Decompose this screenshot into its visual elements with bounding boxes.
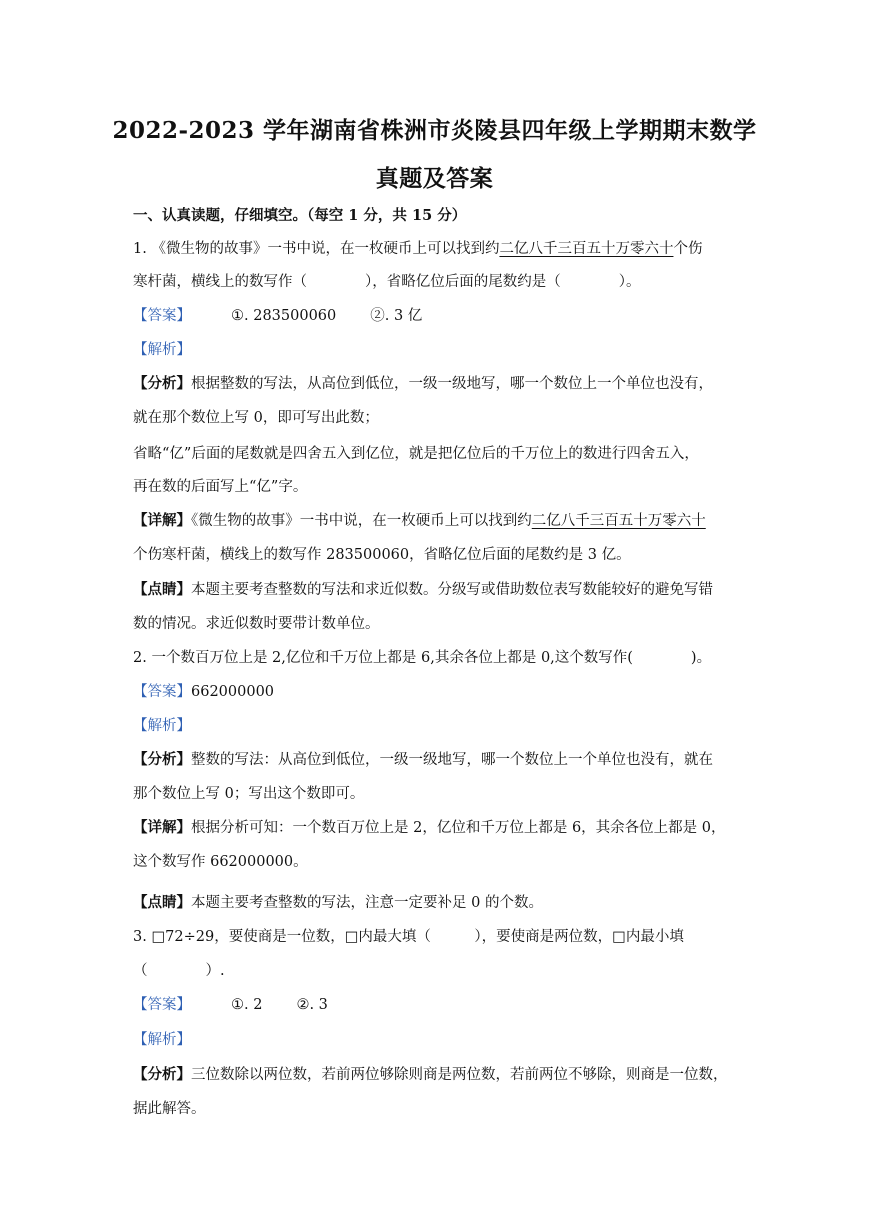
q2-analysis-label: 【解析】 (133, 718, 191, 734)
q2-xiangjie-line2: 这个数写作 662000000。 (133, 854, 308, 870)
q1-fenxi-line4: 再在数的后面写上“亿”字。 (133, 479, 308, 495)
q1-xiangjie-line1: 【详解】《微生物的故事》一书中说，在一枚硬币上可以找到约二亿八千三百五十万零六十 (133, 512, 706, 529)
q3-analysis-label: 【解析】 (133, 1032, 191, 1048)
section-heading: 一、认真读题，仔细填空。（每空 1 分，共 15 分） (133, 207, 467, 224)
q2-dianjing-line1: 【点睛】本题主要考查整数的写法，注意一定要补足 0 的个数。 (133, 894, 543, 911)
q1-answer: 【答案】 ①. 283500060 ②. 3 亿 (133, 308, 423, 324)
q3-fenxi-line2: 据此解答。 (133, 1101, 206, 1117)
q1-dianjing-line1: 【点睛】本题主要考查整数的写法和求近似数。分级写或借助数位表写数能较好的避免写错 (133, 581, 713, 598)
q2-fenxi-line2: 那个数位上写 0；写出这个数即可。 (133, 786, 365, 802)
q1-dianjing-line2: 数的情况。求近似数时要带计数单位。 (133, 616, 380, 632)
q3-stem-line2: （ ）. (133, 963, 225, 979)
q3-answer: 【答案】 ①. 2 ②. 3 (133, 997, 328, 1013)
q1-fenxi-line3: 省略“亿”后面的尾数就是四舍五入到亿位，就是把亿位后的千万位上的数进行四舍五入， (133, 446, 699, 462)
q2-stem-line1: 2. 一个数百万位上是 2,亿位和千万位上都是 6,其余各位上都是 0,这个数写作( )。 (133, 650, 712, 666)
q2-fenxi-line1: 【分析】整数的写法：从高位到低位，一级一级地写，哪一个数位上一个单位也没有，就在 (133, 751, 713, 768)
q1-stem-line2: 寒杆菌，横线上的数写作（ ），省略亿位后面的尾数约是（ ）。 (133, 274, 641, 290)
q2-xiangjie-line1: 【详解】根据分析可知：一个数百万位上是 2，亿位和千万位上都是 6，其余各位上都是 0， (133, 819, 726, 836)
answer-label: 【答案】 (133, 684, 191, 700)
document-title-line1: 2022-2023 学年湖南省株洲市炎陵县四年级上学期期末数学 (112, 117, 757, 144)
q3-fenxi-line1: 【分析】三位数除以两位数，若前两位够除则商是两位数，若前两位不够除，则商是一位数， (133, 1066, 728, 1083)
document-title-line2: 真题及答案 (375, 165, 494, 192)
q1-analysis-label: 【解析】 (133, 342, 191, 358)
q1-fenxi-line2: 就在那个数位上写 0，即可写出此数； (133, 410, 379, 426)
q1-fenxi-line1: 【分析】根据整数的写法，从高位到低位，一级一级地写，哪一个数位上一个单位也没有， (133, 375, 713, 392)
answer-label: 【答案】 (133, 308, 191, 324)
q3-stem-line1: 3. □72÷29，要使商是一位数，□内最大填（ ），要使商是两位数，□内最小填 (133, 929, 684, 945)
q1-xiangjie-line2: 个伤寒杆菌，横线上的数写作 283500060，省略亿位后面的尾数约是 3 亿。 (133, 547, 631, 563)
q2-answer: 【答案】662000000 (133, 684, 275, 700)
answer-label: 【答案】 (133, 997, 191, 1013)
q1-stem-line1: 1. 《微生物的故事》一书中说，在一枚硬币上可以找到约二亿八千三百五十万零六十个伤 (133, 241, 703, 257)
